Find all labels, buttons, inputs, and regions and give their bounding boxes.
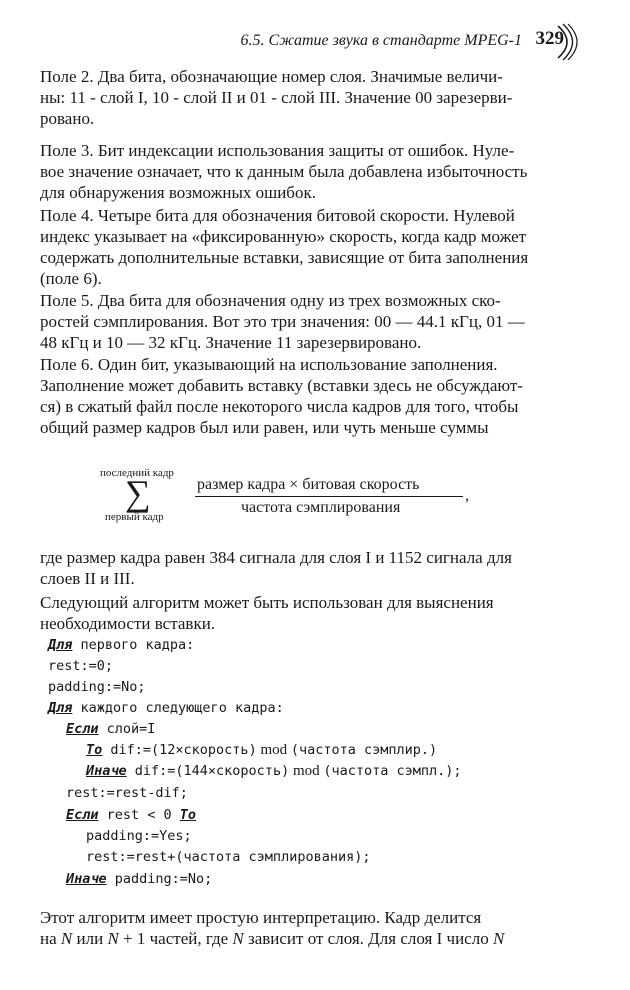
code-line [48,698,284,718]
fraction-numerator: размер кадра × битовая скорость [197,476,420,493]
paragraph-frame-size [40,547,553,589]
text-line: Следующий алгоритм может быть использован для выяснения [40,593,494,612]
text-line: (поле 6). [40,269,102,288]
paragraph-algorithm-intro [40,592,553,634]
code-operator: mod [289,763,324,779]
sum-symbol: ∑ [125,473,151,513]
code-line: rest:=rest+(частота сэмплирования); [86,849,371,865]
text-line: содержать дополнительные вставки, зависящие от бита заполнения [40,248,529,267]
code-keyword: Иначе [66,871,107,887]
sum-upper-limit: последний кадр [100,467,174,479]
sum-lower-limit: первый кадр [105,511,164,523]
text-line: Поле 2. Два бита, обозначающие номер слоя. Значимые величи- [40,67,503,86]
text-line [40,928,553,949]
math-symbol: N [60,929,73,948]
running-title: 6.5. Сжатие звука в стандарте MPEG-1 [240,32,522,49]
text-line: необходимости вставки. [40,614,216,633]
text-line: для обнаружения возможных ошибок. [40,183,316,202]
code-line [86,740,437,760]
paragraph-closing [40,907,553,949]
text-line: общий размер кадров был или равен, или чуть меньше суммы [40,418,489,437]
page-number: 329 [535,28,564,49]
code-line [66,805,196,825]
code-keyword: Для [48,700,73,716]
code-text: padding:=No; [106,871,213,887]
fraction-denominator: частота сэмплирования [241,499,401,516]
code-keyword: Иначе [86,763,127,779]
code-text: (частота сэмплир.) [290,742,438,758]
page-ornament-icon [554,22,578,62]
code-keyword: То [179,807,197,823]
text-line: 48 кГц и 10 — 32 кГц. Значение 11 зарезервировано. [40,333,422,352]
code-line [66,719,155,739]
running-header [200,28,570,58]
code-line [48,635,194,655]
text-line: Поле 5. Два бита для обозначения одну из трех возможных ско- [40,291,501,310]
code-line: rest:=rest-dif; [66,785,188,801]
code-keyword: То [86,742,103,758]
code-line: rest:=0; [48,658,114,674]
text-line: Этот алгоритм имеет простую интерпретацию. Кадр делится [40,908,482,927]
paragraph-field-4 [40,205,553,289]
text-run: зависит от слоя. Для слоя I число [243,929,493,948]
paragraph-field-3 [40,140,553,203]
padding-sum-formula [95,465,475,525]
text-line: Поле 3. Бит индексации использования защиты от ошибок. Нуле- [40,141,515,160]
code-keyword: Для [48,637,73,653]
text-line: где размер кадра равен 384 сигнала для слоя I и 1152 сигнала для [40,548,512,567]
math-symbol: N [232,929,244,948]
code-line: padding:=Yes; [86,828,192,844]
text-line: индекс указывает на «фиксированную» скорость, когда кадр может [40,227,527,246]
paragraph-field-5 [40,290,553,353]
text-run: + 1 частей, где [118,929,233,948]
math-symbol: N [492,929,505,948]
text-line: Поле 4. Четыре бита для обозначения битовой скорости. Нулевой [40,206,515,225]
paragraph-field-2 [40,66,553,129]
formula-comma: , [465,487,469,504]
fraction-bar [195,496,463,497]
paragraph-field-6 [40,354,553,438]
text-line: ны: 11 - слой I, 10 - слой II и 01 - слой III. Значение 00 зарезерви- [40,88,513,107]
text-line: Поле 6. Один бит, указывающий на использование заполнения. [40,355,498,374]
code-operator: mod [256,742,291,758]
code-keyword: Если [66,807,99,823]
text-line: вое значение означает, что к данным была добавлена избыточность [40,162,528,181]
code-keyword: Если [66,721,99,737]
code-text: rest < 0 [98,807,180,823]
text-line: ся) в сжатый файл после некоторого числа кадров для того, чтобы [40,397,519,416]
text-run: или [72,929,108,948]
text-line: ровано. [40,109,95,128]
text-line: слоев II и III. [40,569,135,588]
code-text: (частота сэмпл.); [323,763,462,779]
math-symbol: N [107,929,119,948]
text-line: ростей сэмплирования. Вот это три значения: 00 — 44.1 кГц, 01 — [40,312,525,331]
code-text: первого кадра: [72,637,195,653]
code-text: dif:=(12×скорость) [102,742,257,758]
text-run: на [40,929,61,948]
code-text: слой=I [98,721,156,737]
text-line: Заполнение может добавить вставку (вставки здесь не обсуждают- [40,376,523,395]
code-line: padding:=No; [48,679,146,695]
code-line [86,761,462,781]
code-line [66,869,212,889]
code-text: dif:=(144×скорость) [126,763,290,779]
code-text: каждого следующего кадра: [72,700,284,716]
